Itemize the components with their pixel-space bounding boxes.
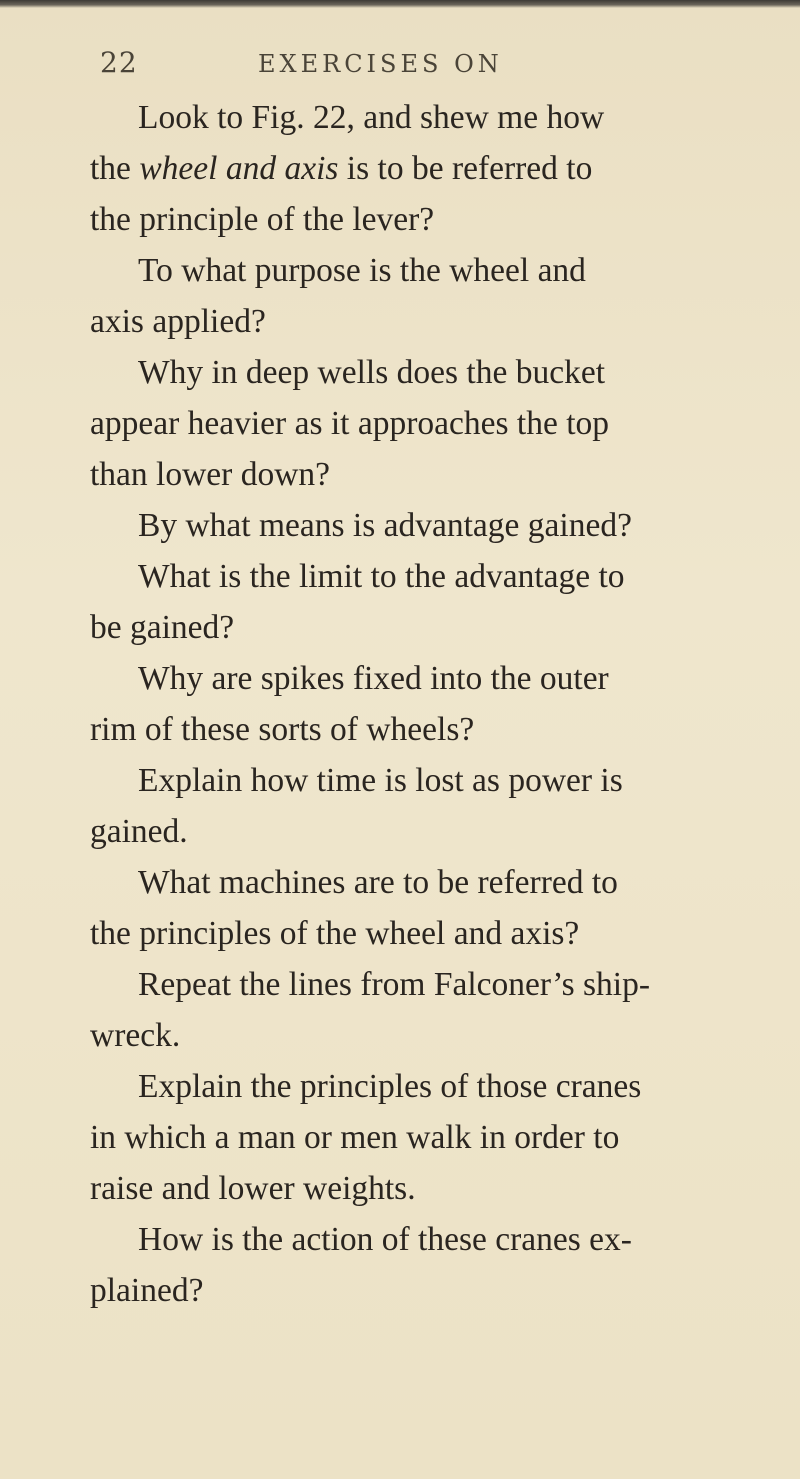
text-segment: raise and lower weights. [90,1170,416,1207]
text-segment: Explain how time is lost as power is [138,762,623,799]
question-paragraph [90,959,790,1061]
question-paragraph [90,551,790,653]
text-line [90,245,790,296]
text-segment: Why are spikes fixed into the outer [138,660,609,697]
question-paragraph [90,1214,790,1316]
text-segment: the principle of the lever? [90,201,435,238]
text-segment: the [90,150,140,187]
italic-text: wheel and axis [139,150,339,187]
text-line [90,1163,790,1214]
text-line [90,959,790,1010]
text-segment: Look to Fig. 22, and shew me how [138,99,605,136]
question-paragraph [90,245,790,347]
text-segment: Why in deep wells does the bucket [138,354,606,391]
text-segment: Repeat the lines from Falconer’s ship- [138,966,650,1003]
running-head: EXERCISES ON [258,50,503,78]
question-paragraph [90,1061,790,1214]
text-segment: rim of these sorts of wheels? [90,711,475,748]
text-line [90,602,790,653]
text-segment: What is the limit to the advantage to [138,558,625,595]
text-line [90,500,790,551]
text-line [90,1214,790,1265]
text-line [90,806,790,857]
text-line [90,1061,790,1112]
text-line [90,908,790,959]
text-segment: the principles of the wheel and axis? [90,915,580,952]
text-segment: than lower down? [90,456,331,493]
text-line [90,398,790,449]
text-line [90,194,790,245]
text-segment: axis applied? [90,303,266,340]
text-segment: is to be referred to [338,150,593,187]
text-line [90,1010,790,1061]
text-line [90,296,790,347]
text-segment: How is the action of these cranes ex- [138,1221,632,1258]
text-line [90,1112,790,1163]
text-line [90,755,790,806]
text-line [90,143,790,194]
text-line [90,857,790,908]
text-line [90,551,790,602]
text-segment: in which a man or men walk in order to [90,1119,620,1156]
question-list [90,92,790,1316]
text-line [90,92,790,143]
question-paragraph [90,500,790,551]
text-line [90,1265,790,1316]
question-paragraph [90,653,790,755]
text-segment: gained. [90,813,188,850]
question-paragraph [90,92,790,245]
page-header [0,46,800,86]
text-segment: Explain the principles of those cranes [138,1068,642,1105]
text-segment: By what means is advantage gained? [138,507,632,544]
question-paragraph [90,857,790,959]
text-segment: wreck. [90,1017,181,1054]
question-paragraph [90,755,790,857]
text-line [90,704,790,755]
page-top-edge [0,0,800,8]
text-segment: plained? [90,1272,204,1309]
text-segment: appear heavier as it approaches the top [90,405,610,442]
text-line [90,449,790,500]
question-paragraph [90,347,790,500]
text-segment: be gained? [90,609,235,646]
text-line [90,653,790,704]
text-line [90,347,790,398]
text-segment: What machines are to be referred to [138,864,618,901]
page-number: 22 [100,46,138,79]
text-segment: To what purpose is the wheel and [138,252,586,289]
